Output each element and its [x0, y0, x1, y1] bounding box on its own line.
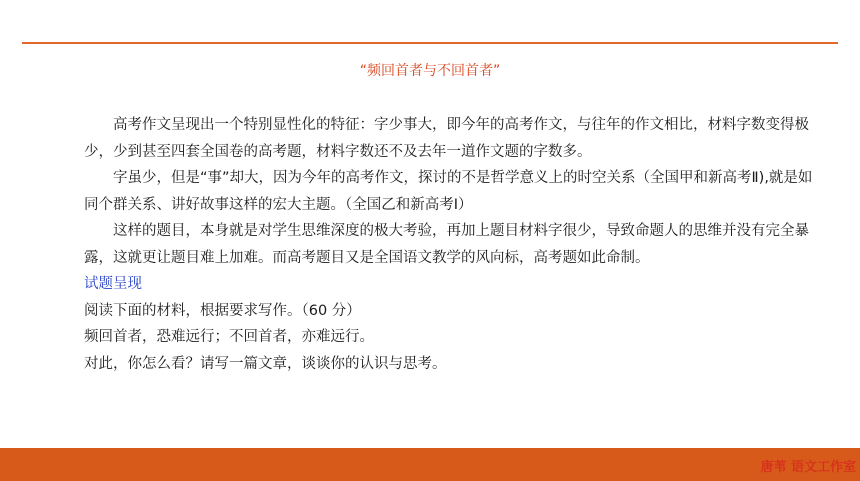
footer-bar: [0, 448, 860, 481]
prompt-instruction: 阅读下面的材料，根据要求写作。（60 分）: [84, 302, 361, 319]
section-label: 试题呈现: [84, 276, 142, 292]
top-divider: [22, 42, 838, 44]
paragraph-1: 高考作文呈现出一个特别显性化的特征：字少事大，即今年的高考作文，与往年的作文相比，材料字数变得极少，少到甚至四套全国卷的高考题，材料字数还不及去年一道作文题的字数多。: [84, 117, 809, 160]
paragraph-2: 字虽少，但是“事”却大，因为今年的高考作文，探讨的不是哲学意义上的时空关系（全国甲和新高考Ⅱ),就是如同个群关系、讲好故事这样的宏大主题。（全国乙和新高考Ⅰ）: [84, 170, 813, 213]
prompt-question: 对此，你怎么看？请写一篇文章，谈谈你的认识与思考。: [84, 355, 447, 372]
footer-brand: 唐苇 语文工作室: [760, 460, 856, 475]
document-body: [84, 112, 814, 377]
prompt-material: 频回首者，恐难远行；不回首者，亦难远行。: [84, 329, 374, 345]
document-title: “频回首者与不回首者”: [359, 63, 501, 79]
paragraph-3: 这样的题目，本身就是对学生思维深度的极大考验，再加上题目材料字很少，导致命题人的思维并没有完全暴露，这就更让题目难上加难。而高考题目又是全国语文教学的风向标，高考题如此命制。: [84, 223, 809, 266]
